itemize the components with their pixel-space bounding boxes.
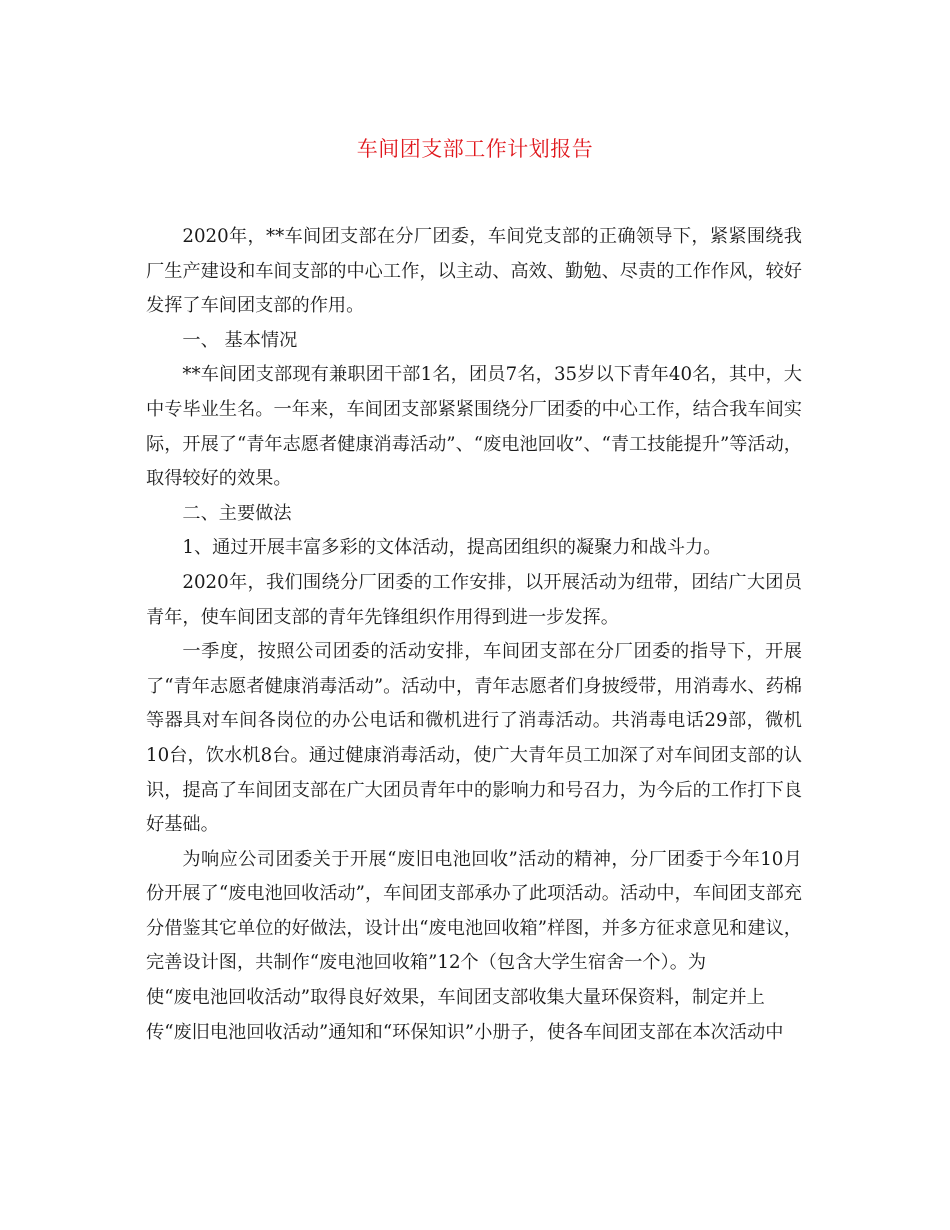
paragraph-battery-recycling-cont-1: 使“废电池回收活动”取得良好效果，车间团支部收集大量环保资料，制定并上	[146, 987, 765, 1009]
paragraph-basic-situation: **车间团支部现有兼职团干部1名，团员7名，35岁以下青年40名，其中，大中专毕业生名。一年来，车间团支部紧紧围绕分厂团委的中心工作，结合我车间实际，开展了“青年志愿者健康消毒活动”、“废电池回收”、“青工技能提升”等活动，取得较好的效果。	[146, 364, 802, 490]
paragraph-battery-recycling: 为响应公司团委关于开展“废旧电池回收”活动的精神，分厂团委于今年10月份开展了“废电池回收活动”，车间团支部承办了此项活动。活动中，车间团支部充分借鉴其它单位的好做法，设计出“废电池回收箱”样图，并多方征求意见和建议，完善设计图，共制作“废电池回收箱”12个（包含大学生宿舍一个）。为	[146, 848, 802, 974]
heading-main-practices: 二、主要做法	[182, 502, 292, 524]
heading-basic-situation: 一、 基本情况	[182, 329, 298, 351]
document-body	[146, 220, 802, 1050]
paragraph-disinfection-activity: 一季度，按照公司团委的活动安排，车间团支部在分厂团委的指导下，开展了“青年志愿者健康消毒活动”。活动中，青年志愿者们身披绶带，用消毒水、药棉等器具对车间各岗位的办公电话和微机进行了消毒活动。共消毒电话29部，微机10台，饮水机8台。通过健康消毒活动，使广大青年员工加深了对车间团支部的认识，提高了车间团支部在广大团员青年中的影响力和号召力，为今后的工作打下良好基础。	[146, 641, 802, 836]
subheading-cultural-activities: 1、通过开展丰富多彩的文体活动，提高团组织的凝聚力和战斗力。	[182, 537, 722, 559]
document-title: 车间团支部工作计划报告	[356, 137, 594, 161]
paragraph-battery-recycling-cont-2: 传“废旧电池回收活动”通知和“环保知识”小册子，使各车间团支部在本次活动中	[146, 1021, 784, 1043]
paragraph-intro: 2020年，**车间团支部在分厂团委，车间党支部的正确领导下，紧紧围绕我厂生产建设和车间支部的中心工作，以主动、高效、勤勉、尽责的工作作风，较好发挥了车间团支部的作用。	[146, 226, 802, 317]
paragraph-activities-overview: 2020年，我们围绕分厂团委的工作安排，以开展活动为纽带，团结广大团员青年，使车间团支部的青年先锋组织作用得到进一步发挥。	[146, 571, 802, 628]
